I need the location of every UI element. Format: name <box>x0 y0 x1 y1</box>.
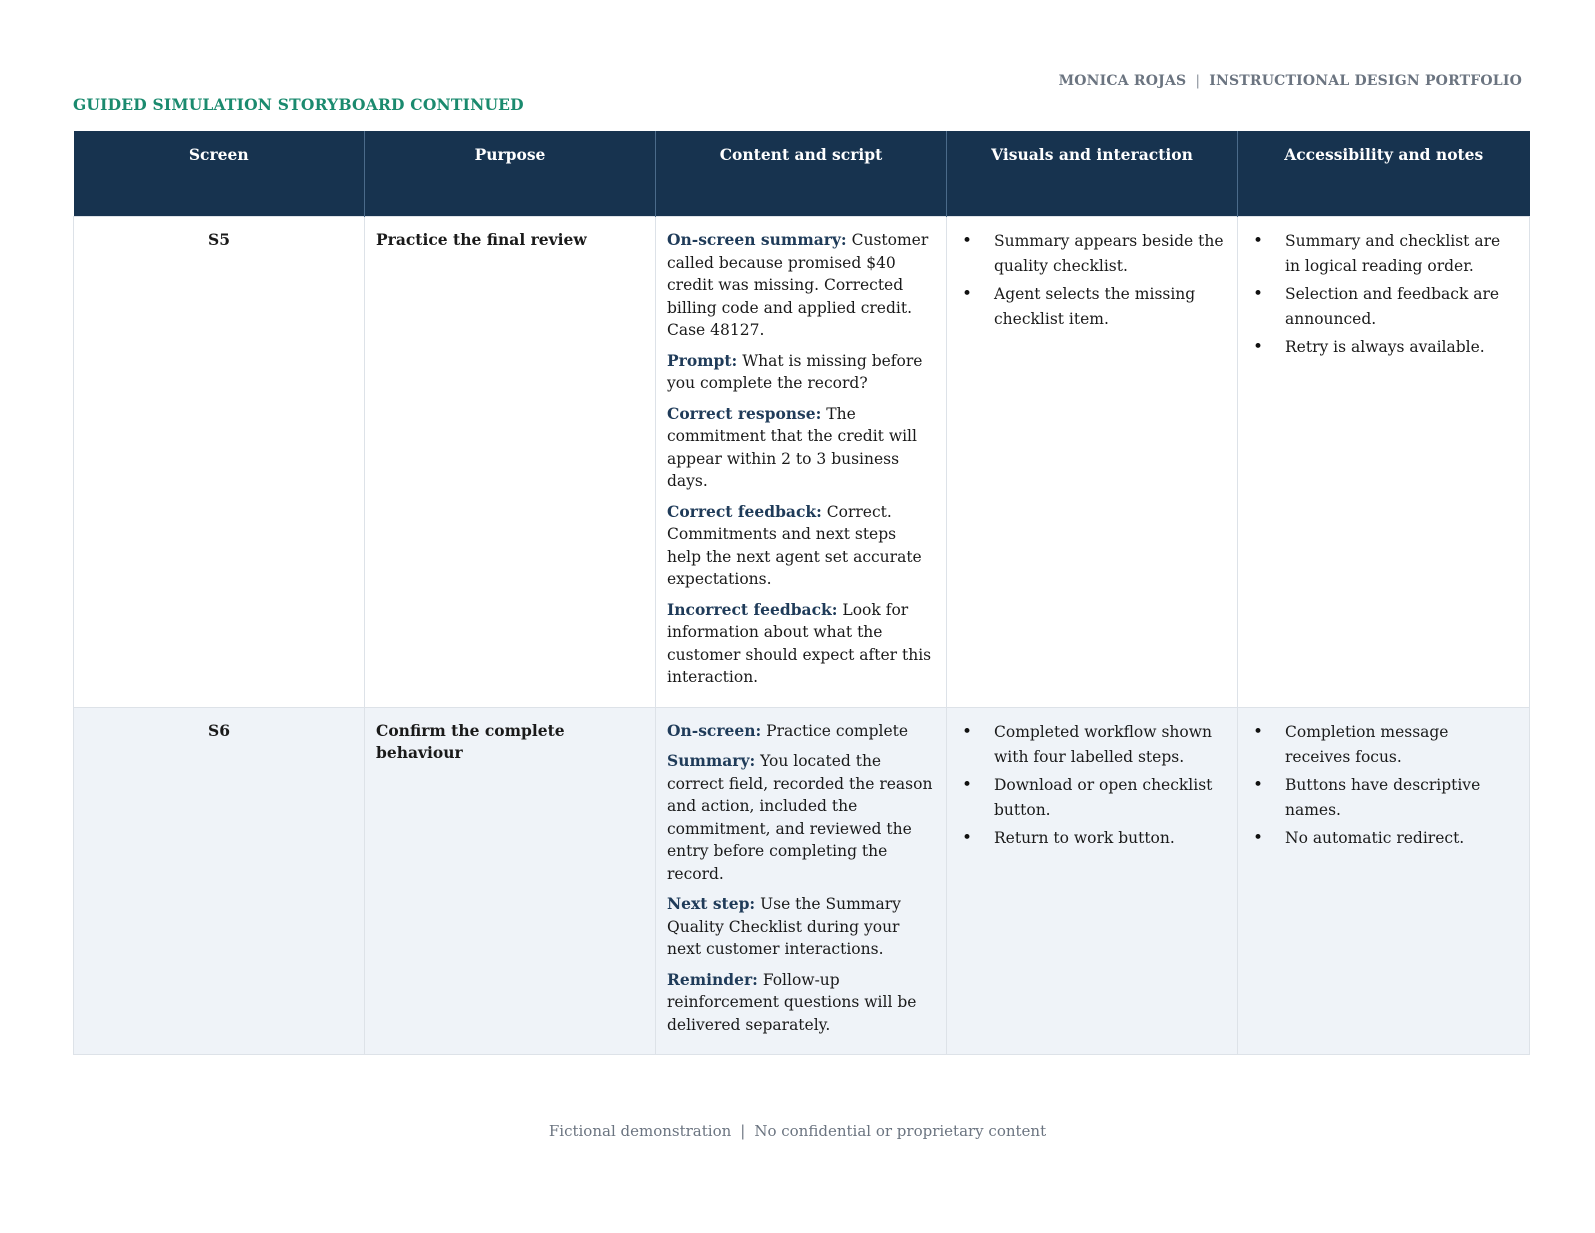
visuals-list <box>958 229 1226 332</box>
content-paragraph <box>667 403 935 493</box>
column-header-content: Content and script <box>656 131 947 217</box>
content-cell <box>656 707 947 1055</box>
column-header-visuals: Visuals and interaction <box>947 131 1238 217</box>
content-label: Incorrect feedback: <box>667 599 838 619</box>
content-text: Follow-up reinforcement questions will be delivered separately. <box>667 970 917 1034</box>
content-paragraph <box>667 229 935 342</box>
footer-right: No confidential or proprietary content <box>754 1122 1047 1140</box>
screen-id-cell: S6 <box>74 707 365 1055</box>
purpose-cell: Practice the final review <box>365 217 656 708</box>
content-label: Prompt: <box>667 350 738 370</box>
content-text: Customer called because promised $40 credit was missing. Corrected billing code and applied credit. Case 48127. <box>667 231 929 339</box>
author-name: MONICA ROJAS <box>1058 73 1187 89</box>
accessibility-list <box>1249 229 1518 360</box>
content-text: Use the Summary Quality Checklist during your next customer interactions. <box>667 895 901 958</box>
column-header-screen: Screen <box>74 131 365 217</box>
content-label: Next step: <box>667 894 756 913</box>
footer-left: Fictional demonstration <box>548 1122 732 1140</box>
list-item: • Download or open checklist button. <box>958 773 1226 823</box>
accessibility-cell <box>1238 217 1530 708</box>
visuals-list <box>958 720 1226 851</box>
content-text: The commitment that the credit will appear within 2 to 3 business days. <box>667 404 917 490</box>
column-header-purpose: Purpose <box>365 131 656 217</box>
content-paragraph <box>667 969 935 1037</box>
list-item: • Retry is always available. <box>1249 335 1518 360</box>
column-header-accessibility: Accessibility and notes <box>1238 131 1530 217</box>
content-paragraph <box>667 893 935 961</box>
list-item: • Selection and feedback are announced. <box>1249 282 1518 332</box>
content-label: On-screen summary: <box>667 230 847 249</box>
content-cell <box>656 217 947 708</box>
content-text: You located the correct field, recorded the reason and action, included the commitment, and reviewed the entry before completing the record. <box>667 752 933 883</box>
page-footer <box>0 1122 1595 1140</box>
content-text: Practice complete <box>761 721 909 740</box>
purpose-cell: Confirm the complete behaviour <box>365 707 656 1055</box>
content-paragraph <box>667 350 935 395</box>
content-text: Correct. Commitments and next steps help the next agent set accurate expectations. <box>667 502 922 588</box>
list-item: • No automatic redirect. <box>1249 826 1518 851</box>
list-item: • Summary and checklist are in logical reading order. <box>1249 229 1518 279</box>
accessibility-cell <box>1238 707 1530 1055</box>
content-paragraph <box>667 720 935 743</box>
list-item: • Completion message receives focus. <box>1249 720 1518 770</box>
header-separator: | <box>1195 73 1201 89</box>
content-label: On-screen: <box>667 720 762 740</box>
content-label: Correct feedback: <box>667 501 822 521</box>
table-row <box>74 707 1530 1055</box>
content-label: Correct response: <box>667 403 822 423</box>
list-item: • Agent selects the missing checklist item. <box>958 282 1226 332</box>
storyboard-table <box>73 131 1530 1055</box>
visuals-cell <box>947 217 1238 708</box>
content-paragraph <box>667 501 935 591</box>
section-title: GUIDED SIMULATION STORYBOARD CONTINUED <box>73 95 524 114</box>
list-item: • Return to work button. <box>958 826 1226 851</box>
screen-id-cell: S5 <box>74 217 365 708</box>
footer-separator: | <box>740 1122 746 1140</box>
page-header <box>1059 73 1522 89</box>
content-label: Summary: <box>667 751 756 770</box>
content-text: Look for information about what the customer should expect after this interaction. <box>667 600 932 686</box>
content-paragraph <box>667 750 935 885</box>
portfolio-title: INSTRUCTIONAL DESIGN PORTFOLIO <box>1209 73 1522 89</box>
visuals-cell <box>947 707 1238 1055</box>
content-label: Reminder: <box>667 969 758 989</box>
list-item: • Summary appears beside the quality checklist. <box>958 229 1226 279</box>
list-item: • Buttons have descriptive names. <box>1249 773 1518 823</box>
table-header-row <box>74 131 1530 217</box>
content-text: What is missing before you complete the record? <box>667 351 923 392</box>
list-item: • Completed workflow shown with four labelled steps. <box>958 720 1226 770</box>
content-paragraph <box>667 599 935 689</box>
accessibility-list <box>1249 720 1518 851</box>
table-row <box>74 217 1530 708</box>
